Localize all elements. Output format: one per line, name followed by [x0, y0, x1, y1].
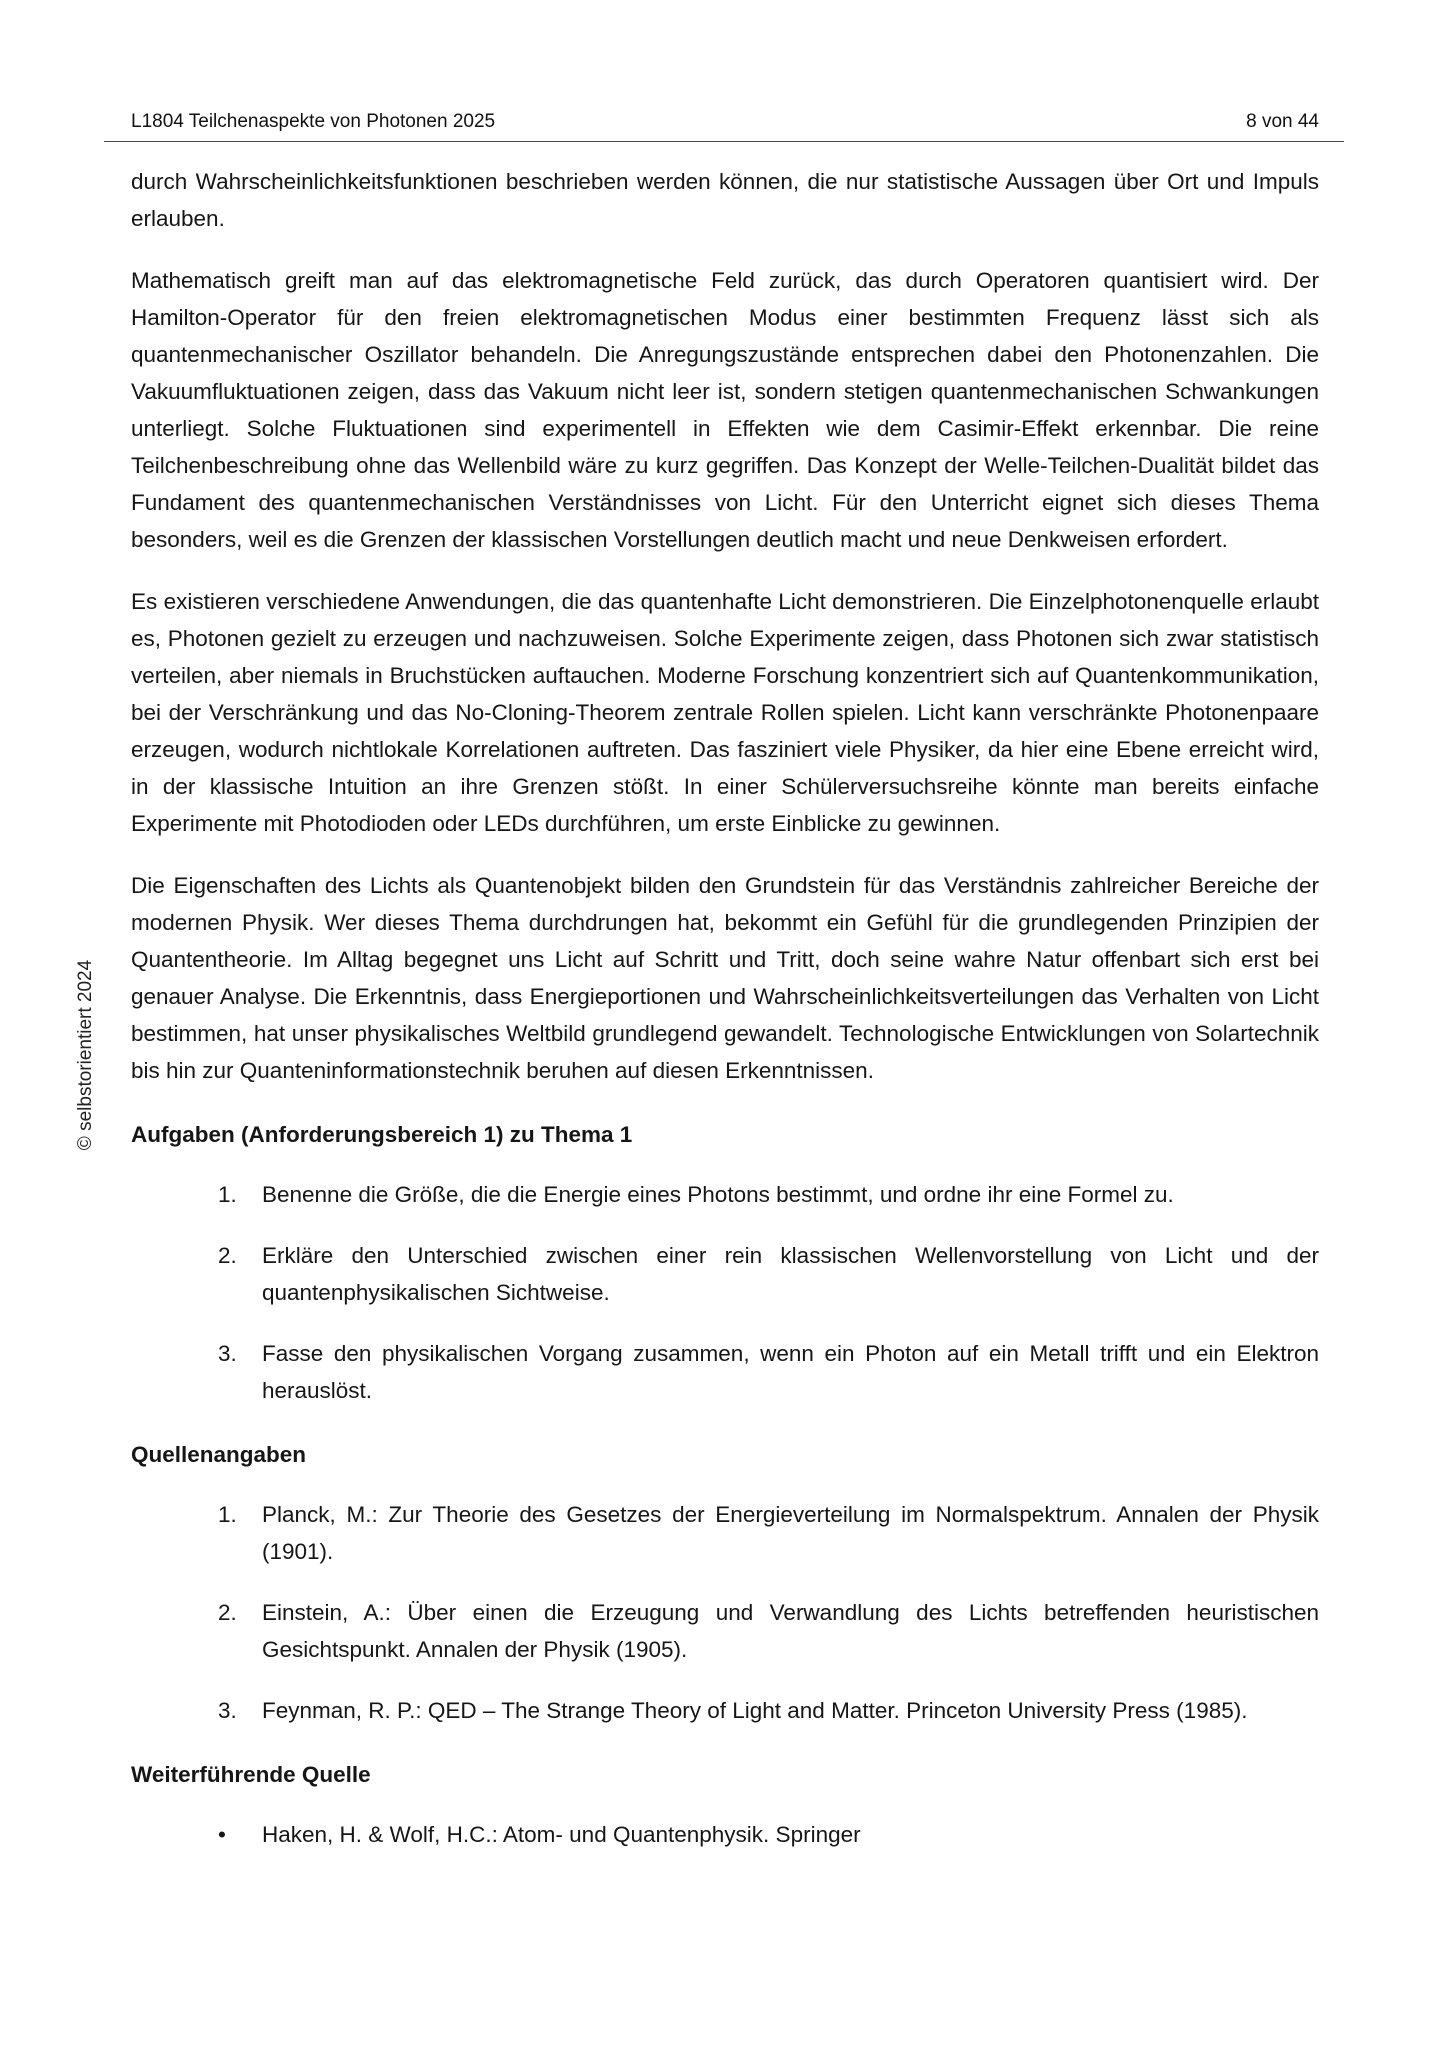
list-item-text: Benenne die Größe, die die Energie eines Photons bestimmt, und ordne ihr eine Formel zu. — [262, 1182, 1174, 1207]
list-item — [131, 1237, 1319, 1311]
list-item-text: Fasse den physikalischen Vorgang zusammen, wenn ein Photon auf ein Metall trifft und ein Elektron herauslöst. — [262, 1341, 1319, 1403]
bullet-marker: • — [218, 1822, 226, 1847]
list-number: 2. — [218, 1600, 237, 1625]
list-number: 1. — [218, 1502, 237, 1527]
header-rule — [104, 141, 1344, 142]
list-item — [131, 1692, 1319, 1729]
list-item-text: Planck, M.: Zur Theorie des Gesetzes der Energieverteilung im Normalspektrum. Annalen der Physik (1901). — [262, 1502, 1319, 1564]
paragraph: durch Wahrscheinlichkeitsfunktionen beschrieben werden können, die nur statistische Aussagen über Ort und Impuls erlauben. — [131, 169, 1319, 231]
header-page-number: 8 von 44 — [1246, 111, 1319, 132]
list-number: 3. — [218, 1698, 237, 1723]
list-item — [131, 1335, 1319, 1409]
list-item — [131, 1176, 1319, 1213]
sources-list — [131, 1496, 1319, 1729]
list-item — [131, 1496, 1319, 1570]
tasks-list — [131, 1176, 1319, 1409]
page-header — [131, 110, 1319, 134]
list-number: 3. — [218, 1341, 237, 1366]
sources-heading: Quellenangaben — [131, 1442, 307, 1467]
paragraph: Es existieren verschiedene Anwendungen, die das quantenhafte Licht demonstrieren. Die Einzelphotonenquelle erlaubt es, Photonen gezielt zu erzeugen und nachzuweisen. Solche Experimente zeigen, dass Photonen sich zwar statistisch verteilen, aber niemals in Bruchstücken auftauchen. Moderne Forschung konzentriert sich auf Quantenkommunikation, bei der Verschränkung und das No-Cloning-Theorem zentrale Rollen spielen. Licht kann verschränkte Photonenpaare erzeugen, wodurch nichtlokale Korrelationen auftreten. Das fasziniert viele Physiker, da hier eine Ebene erreicht wird, in der klassische Intuition an ihre Grenzen stößt. In einer Schülerversuchsreihe könnte man bereits einfache Experimente mit Photodioden oder LEDs durchführen, um erste Einblicke zu gewinnen. — [131, 589, 1319, 836]
list-number: 2. — [218, 1243, 237, 1268]
list-item-text: Feynman, R. P.: QED – The Strange Theory of Light and Matter. Princeton University Press (1985). — [262, 1698, 1248, 1723]
list-item — [131, 1816, 1319, 1853]
header-doc-title: L1804 Teilchenaspekte von Photonen 2025 — [131, 111, 496, 132]
list-item-text: Erkläre den Unterschied zwischen einer rein klassischen Wellenvorstellung von Licht und der quantenphysikalischen Sichtweise. — [262, 1243, 1319, 1305]
tasks-heading: Aufgaben (Anforderungsbereich 1) zu Thema 1 — [131, 1122, 633, 1147]
paragraph: Mathematisch greift man auf das elektromagnetische Feld zurück, das durch Operatoren quantisiert wird. Der Hamilton-Operator für den freien elektromagnetischen Modus einer bestimmten Frequenz lässt sich als quantenmechanischer Oszillator behandeln. Die Anregungszustände entsprechen dabei den Photonenzahlen. Die Vakuumfluktuationen zeigen, dass das Vakuum nicht leer ist, sondern stetigen quantenmechanischen Schwankungen unterliegt. Solche Fluktuationen sind experimentell in Effekten wie dem Casimir-Effekt erkennbar. Die reine Teilchenbeschreibung ohne das Wellenbild wäre zu kurz gegriffen. Das Konzept der Welle-Teilchen-Dualität bildet das Fundament des quantenmechanischen Verständnisses von Licht. Für den Unterricht eignet sich dieses Thema besonders, weil es die Grenzen der klassischen Vorstellungen deutlich macht und neue Denkweisen erfordert. — [131, 268, 1319, 552]
paragraph: Die Eigenschaften des Lichts als Quantenobjekt bilden den Grundstein für das Verständnis zahlreicher Bereiche der modernen Physik. Wer dieses Thema durchdrungen hat, bekommt ein Gefühl für die grundlegenden Prinzipien der Quantentheorie. Im Alltag begegnet uns Licht auf Schritt und Tritt, doch seine wahre Natur offenbart sich erst bei genauer Analyse. Die Erkenntnis, dass Energieportionen und Wahrscheinlichkeitsverteilungen das Verhalten von Licht bestimmen, hat unser physikalisches Weltbild grundlegend gewandelt. Technologische Entwicklungen von Solartechnik bis hin zur Quanteninformationstechnik beruhen auf diesen Erkenntnissen. — [131, 873, 1319, 1083]
further-source-list — [131, 1816, 1319, 1853]
copyright-vertical-text: © selbstorientiert 2024 — [75, 959, 96, 1151]
list-item-text: Haken, H. & Wolf, H.C.: Atom- und Quantenphysik. Springer — [262, 1822, 861, 1847]
document-body — [131, 163, 1319, 1877]
list-number: 1. — [218, 1182, 237, 1207]
list-item — [131, 1594, 1319, 1668]
list-item-text: Einstein, A.: Über einen die Erzeugung und Verwandlung des Lichts betreffenden heuristischen Gesichtspunkt. Annalen der Physik (1905). — [262, 1600, 1319, 1662]
further-source-heading: Weiterführende Quelle — [131, 1762, 371, 1787]
